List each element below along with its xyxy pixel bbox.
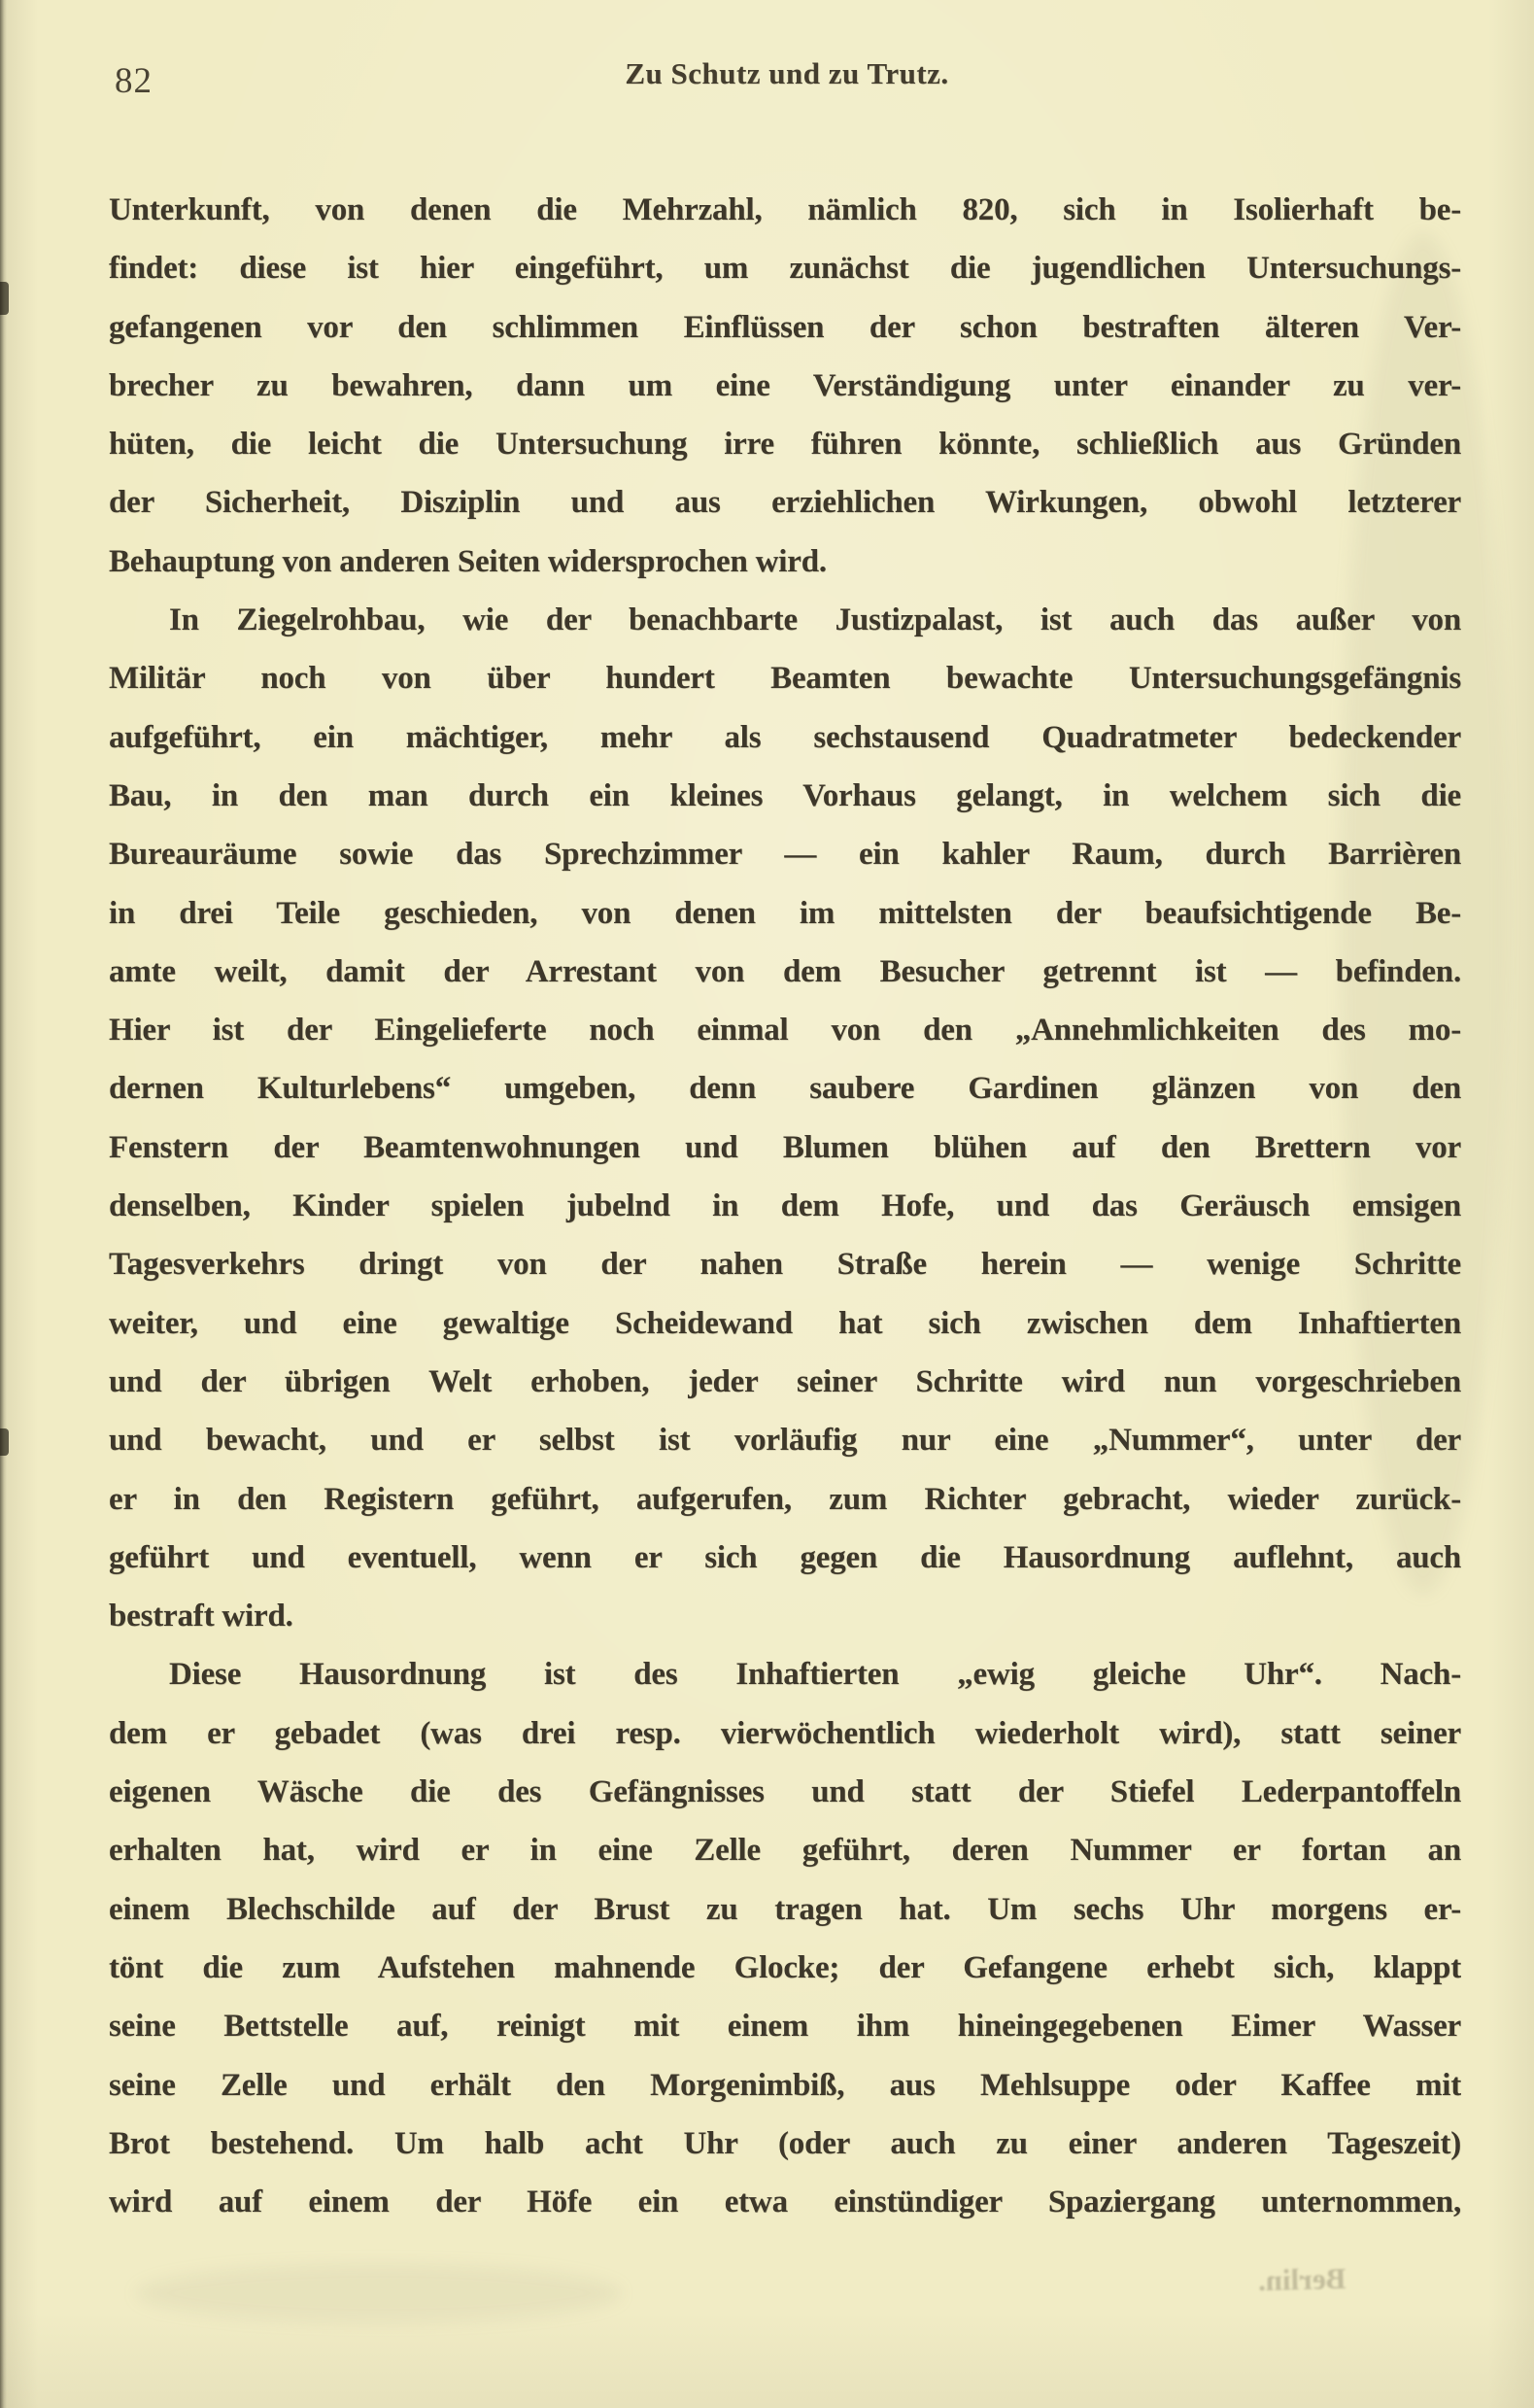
text-line: Fenstern der Beamtenwohnungen und Blumen blühen auf den Brettern vor — [109, 1129, 1461, 1165]
text-line: und bewacht, und er selbst ist vorläufig nur eine „Nummer“, unter der — [109, 1423, 1461, 1459]
text-line: gefangenen vor den schlimmen Einflüssen der schon bestraften älteren Ver- — [109, 309, 1461, 345]
text-line: einem Blechschilde auf der Brust zu tragen hat. Um sechs Uhr morgens er- — [109, 1891, 1461, 1927]
text-line: hüten, die leicht die Untersuchung irre führen könnte, schließlich aus Gründen — [109, 427, 1461, 463]
text-line: eigenen Wäsche die des Gefängnisses und statt der Stiefel Lederpantoffeln — [109, 1774, 1461, 1810]
text-line: geführt und eventuell, wenn er sich gegen die Hausordnung auflehnt, auch — [109, 1539, 1461, 1575]
text-line: seine Bettstelle auf, reinigt mit einem ihm hineingegebenen Eimer Wasser — [109, 2009, 1461, 2045]
text-line: aufgeführt, ein mächtiger, mehr als sechstausend Quadratmeter bedeckender — [109, 719, 1461, 755]
scan-edge-mark — [0, 282, 9, 315]
body-text — [109, 192, 1461, 2243]
text-line: dernen Kulturlebens“ umgeben, denn saubere Gardinen glänzen von den — [109, 1071, 1461, 1107]
text-line: er in den Registern geführt, aufgerufen, zum Richter gebracht, wieder zurück- — [109, 1481, 1461, 1517]
page-number: 82 — [115, 61, 153, 101]
text-line: Unterkunft, von denen die Mehrzahl, nämlich 820, sich in Isolierhaft be- — [109, 192, 1461, 227]
text-line: Militär noch von über hundert Beamten bewachte Untersuchungsgefängnis — [109, 661, 1461, 697]
text-line: und der übrigen Welt erhoben, jeder seiner Schritte wird nun vorgeschrieben — [109, 1363, 1461, 1399]
paper-bleedthrough-smudge — [136, 2264, 622, 2322]
scan-edge-shadow — [0, 0, 7, 2408]
text-line: brecher zu bewahren, dann um eine Verständigung unter einander zu ver- — [109, 367, 1461, 403]
text-line: Brot bestehend. Um halb acht Uhr (oder auch zu einer anderen Tageszeit) — [109, 2125, 1461, 2161]
text-line: bestraft wird. — [109, 1599, 293, 1634]
text-line: amte weilt, damit der Arrestant von dem Besucher getrennt ist — befinden. — [109, 953, 1461, 989]
text-line: Bau, in den man durch ein kleines Vorhaus gelangt, in welchem sich die — [109, 777, 1461, 813]
text-line: denselben, Kinder spielen jubelnd in dem Hofe, und das Geräusch emsigen — [109, 1188, 1461, 1224]
text-line: in drei Teile geschieden, von denen im mittelsten der beaufsichtigende Be- — [109, 895, 1461, 931]
text-line: Diese Hausordnung ist des Inhaftierten „ewig gleiche Uhr“. Nach- — [169, 1657, 1461, 1693]
text-line: findet: diese ist hier eingeführt, um zunächst die jugendlichen Untersuchungs- — [109, 251, 1461, 287]
text-line: seine Zelle und erhält den Morgenimbiß, aus Mehlsuppe oder Kaffee mit — [109, 2067, 1461, 2103]
text-line: Bureauräume sowie das Sprechzimmer — ein kahler Raum, durch Barrièren — [109, 837, 1461, 873]
text-line: Tagesverkehrs dringt von der nahen Straße herein — wenige Schritte — [109, 1247, 1461, 1283]
text-line: weiter, und eine gewaltige Scheidewand hat sich zwischen dem Inhaftierten — [109, 1305, 1461, 1341]
text-line: tönt die zum Aufstehen mahnende Glocke; der Gefangene erhebt sich, klappt — [109, 1949, 1461, 1985]
text-line: Hier ist der Eingelieferte noch einmal von den „Annehmlichkeiten des mo- — [109, 1013, 1461, 1049]
scan-edge-mark — [0, 1428, 9, 1456]
text-line: erhalten hat, wird er in eine Zelle geführt, deren Nummer er fortan an — [109, 1833, 1461, 1869]
bleedthrough-text: Berlin. — [1257, 2260, 1347, 2298]
text-line: Behauptung von anderen Seiten widersprochen wird. — [109, 543, 827, 579]
text-line: der Sicherheit, Disziplin und aus erziehlichen Wirkungen, obwohl letzterer — [109, 485, 1461, 521]
text-line: In Ziegelrohbau, wie der benachbarte Justizpalast, ist auch das außer von — [169, 602, 1461, 638]
text-line: wird auf einem der Höfe ein etwa einstündiger Spaziergang unternommen, — [109, 2184, 1461, 2220]
text-line: dem er gebadet (was drei resp. vierwöchentlich wiederholt wird), statt seiner — [109, 1715, 1461, 1751]
running-header: Zu Schutz und zu Trutz. — [625, 56, 949, 90]
page-header — [115, 56, 1459, 101]
